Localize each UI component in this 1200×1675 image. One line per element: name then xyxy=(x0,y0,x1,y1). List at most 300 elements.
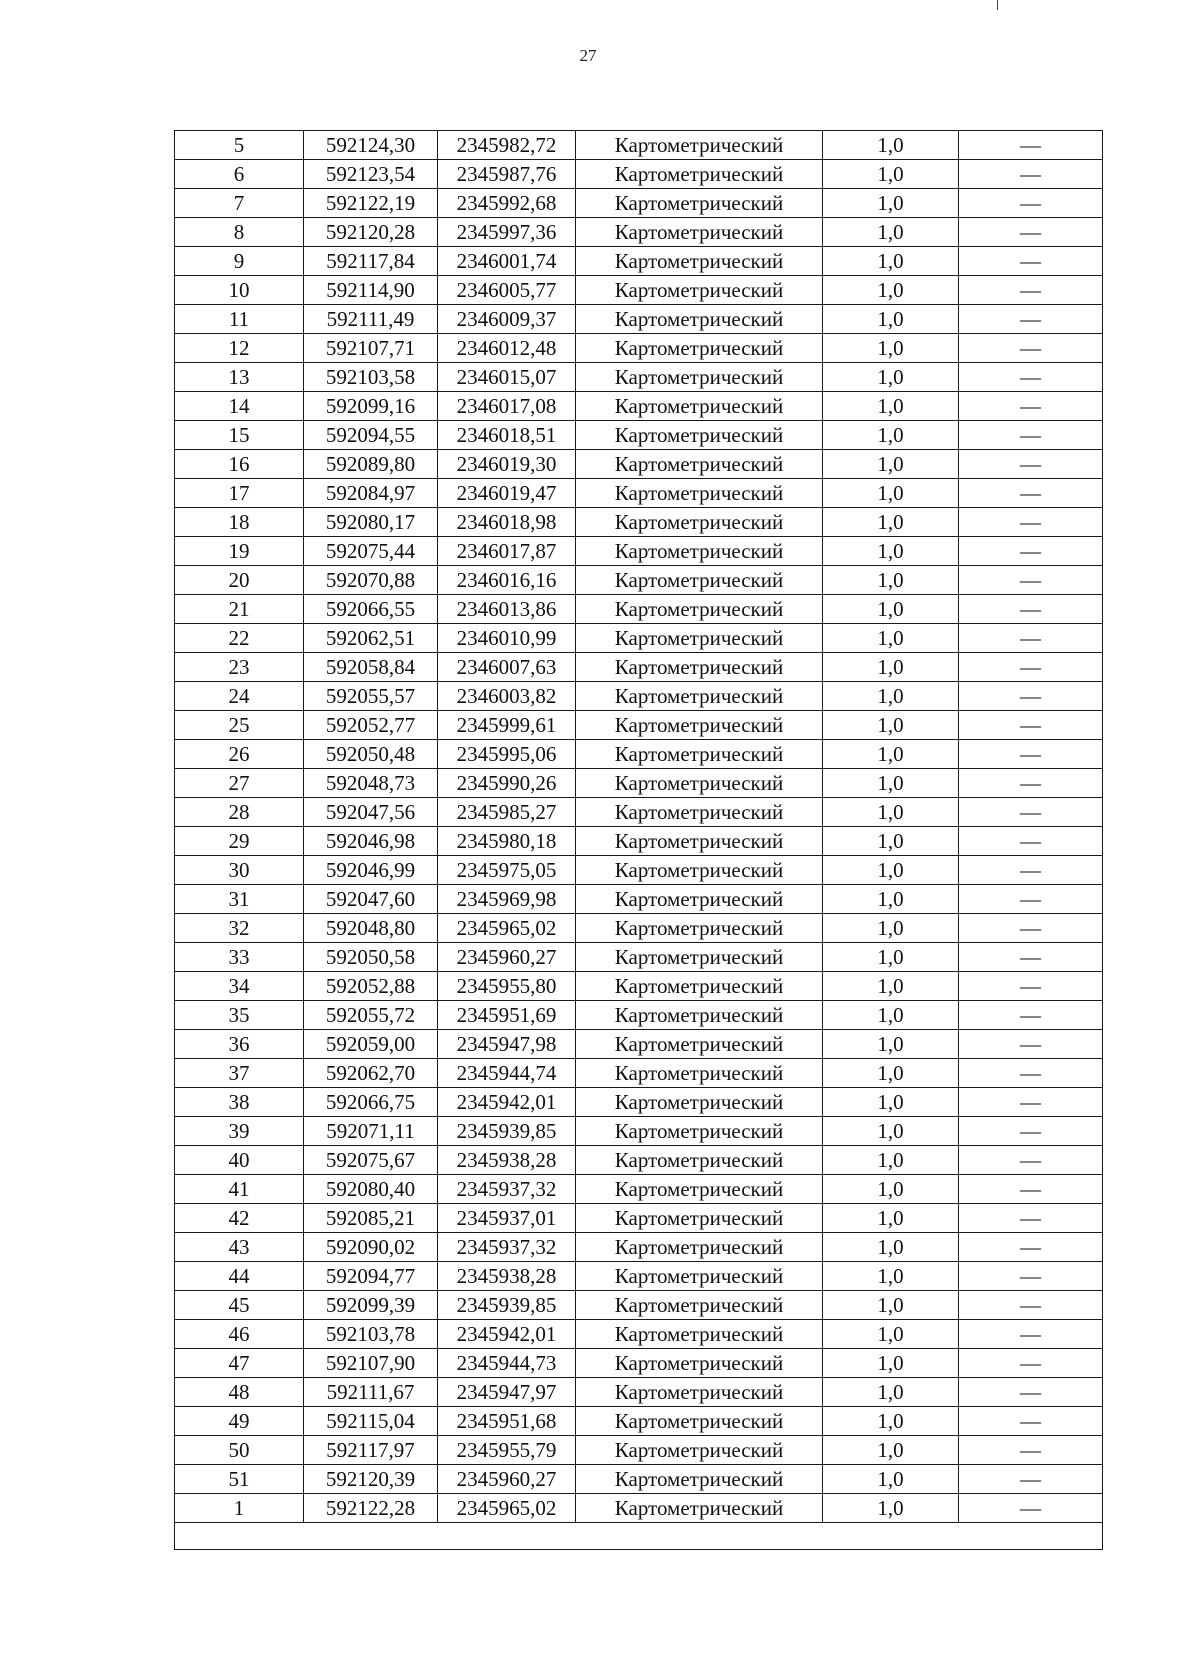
point-number-cell: 8 xyxy=(175,218,304,247)
description-cell: — xyxy=(959,972,1103,1001)
accuracy-cell: 1,0 xyxy=(823,624,959,653)
method-cell: Картометрический xyxy=(576,1262,823,1291)
x-coordinate-cell: 592120,39 xyxy=(304,1465,438,1494)
point-number-cell: 41 xyxy=(175,1175,304,1204)
x-coordinate-cell: 592055,72 xyxy=(304,1001,438,1030)
method-cell: Картометрический xyxy=(576,885,823,914)
point-number-cell: 32 xyxy=(175,914,304,943)
point-number-cell: 12 xyxy=(175,334,304,363)
accuracy-cell: 1,0 xyxy=(823,1233,959,1262)
method-cell: Картометрический xyxy=(576,218,823,247)
accuracy-cell: 1,0 xyxy=(823,1001,959,1030)
description-cell: — xyxy=(959,450,1103,479)
table-row xyxy=(175,624,1103,653)
method-cell: Картометрический xyxy=(576,508,823,537)
description-cell: — xyxy=(959,334,1103,363)
method-cell: Картометрический xyxy=(576,972,823,1001)
point-number-cell: 24 xyxy=(175,682,304,711)
point-number-cell: 1 xyxy=(175,1494,304,1523)
accuracy-cell: 1,0 xyxy=(823,305,959,334)
description-cell: — xyxy=(959,1233,1103,1262)
accuracy-cell: 1,0 xyxy=(823,160,959,189)
table-row xyxy=(175,1494,1103,1523)
point-number-cell: 25 xyxy=(175,711,304,740)
description-cell: — xyxy=(959,856,1103,885)
y-coordinate-cell: 2345985,27 xyxy=(438,798,576,827)
description-cell: — xyxy=(959,1349,1103,1378)
point-number-cell: 50 xyxy=(175,1436,304,1465)
x-coordinate-cell: 592094,77 xyxy=(304,1262,438,1291)
description-cell: — xyxy=(959,711,1103,740)
method-cell: Картометрический xyxy=(576,624,823,653)
x-coordinate-cell: 592052,77 xyxy=(304,711,438,740)
empty-cell xyxy=(175,1523,1103,1550)
y-coordinate-cell: 2346001,74 xyxy=(438,247,576,276)
table-row xyxy=(175,479,1103,508)
table-row xyxy=(175,1262,1103,1291)
method-cell: Картометрический xyxy=(576,769,823,798)
description-cell: — xyxy=(959,421,1103,450)
point-number-cell: 10 xyxy=(175,276,304,305)
table-row xyxy=(175,1175,1103,1204)
accuracy-cell: 1,0 xyxy=(823,450,959,479)
method-cell: Картометрический xyxy=(576,305,823,334)
accuracy-cell: 1,0 xyxy=(823,1088,959,1117)
point-number-cell: 47 xyxy=(175,1349,304,1378)
table-row xyxy=(175,1146,1103,1175)
description-cell: — xyxy=(959,1088,1103,1117)
point-number-cell: 15 xyxy=(175,421,304,450)
point-number-cell: 39 xyxy=(175,1117,304,1146)
y-coordinate-cell: 2345955,79 xyxy=(438,1436,576,1465)
x-coordinate-cell: 592117,84 xyxy=(304,247,438,276)
method-cell: Картометрический xyxy=(576,856,823,885)
table-row xyxy=(175,131,1103,160)
accuracy-cell: 1,0 xyxy=(823,653,959,682)
accuracy-cell: 1,0 xyxy=(823,508,959,537)
point-number-cell: 30 xyxy=(175,856,304,885)
x-coordinate-cell: 592124,30 xyxy=(304,131,438,160)
method-cell: Картометрический xyxy=(576,740,823,769)
accuracy-cell: 1,0 xyxy=(823,218,959,247)
accuracy-cell: 1,0 xyxy=(823,1059,959,1088)
x-coordinate-cell: 592052,88 xyxy=(304,972,438,1001)
accuracy-cell: 1,0 xyxy=(823,914,959,943)
point-number-cell: 9 xyxy=(175,247,304,276)
table-row xyxy=(175,1088,1103,1117)
method-cell: Картометрический xyxy=(576,479,823,508)
y-coordinate-cell: 2345987,76 xyxy=(438,160,576,189)
accuracy-cell: 1,0 xyxy=(823,740,959,769)
point-number-cell: 5 xyxy=(175,131,304,160)
y-coordinate-cell: 2345955,80 xyxy=(438,972,576,1001)
table-row xyxy=(175,276,1103,305)
point-number-cell: 27 xyxy=(175,769,304,798)
point-number-cell: 17 xyxy=(175,479,304,508)
method-cell: Картометрический xyxy=(576,798,823,827)
method-cell: Картометрический xyxy=(576,1378,823,1407)
accuracy-cell: 1,0 xyxy=(823,566,959,595)
scan-mark xyxy=(997,0,998,10)
table-row xyxy=(175,160,1103,189)
description-cell: — xyxy=(959,1494,1103,1523)
x-coordinate-cell: 592122,28 xyxy=(304,1494,438,1523)
accuracy-cell: 1,0 xyxy=(823,682,959,711)
y-coordinate-cell: 2346018,51 xyxy=(438,421,576,450)
y-coordinate-cell: 2345939,85 xyxy=(438,1117,576,1146)
table-row xyxy=(175,508,1103,537)
x-coordinate-cell: 592085,21 xyxy=(304,1204,438,1233)
point-number-cell: 18 xyxy=(175,508,304,537)
accuracy-cell: 1,0 xyxy=(823,334,959,363)
y-coordinate-cell: 2345939,85 xyxy=(438,1291,576,1320)
accuracy-cell: 1,0 xyxy=(823,276,959,305)
method-cell: Картометрический xyxy=(576,595,823,624)
description-cell: — xyxy=(959,885,1103,914)
table-row xyxy=(175,450,1103,479)
x-coordinate-cell: 592062,51 xyxy=(304,624,438,653)
point-number-cell: 23 xyxy=(175,653,304,682)
x-coordinate-cell: 592059,00 xyxy=(304,1030,438,1059)
page-number: 27 xyxy=(579,46,597,65)
x-coordinate-cell: 592107,71 xyxy=(304,334,438,363)
x-coordinate-cell: 592075,67 xyxy=(304,1146,438,1175)
accuracy-cell: 1,0 xyxy=(823,1320,959,1349)
method-cell: Картометрический xyxy=(576,421,823,450)
description-cell: — xyxy=(959,247,1103,276)
y-coordinate-cell: 2346009,37 xyxy=(438,305,576,334)
method-cell: Картометрический xyxy=(576,276,823,305)
y-coordinate-cell: 2345942,01 xyxy=(438,1088,576,1117)
description-cell: — xyxy=(959,1059,1103,1088)
table-empty-row xyxy=(175,1523,1103,1550)
method-cell: Картометрический xyxy=(576,1407,823,1436)
description-cell: — xyxy=(959,1001,1103,1030)
x-coordinate-cell: 592099,39 xyxy=(304,1291,438,1320)
description-cell: — xyxy=(959,1378,1103,1407)
table-row xyxy=(175,740,1103,769)
table-row xyxy=(175,1320,1103,1349)
method-cell: Картометрический xyxy=(576,537,823,566)
y-coordinate-cell: 2345944,73 xyxy=(438,1349,576,1378)
y-coordinate-cell: 2346018,98 xyxy=(438,508,576,537)
table-row xyxy=(175,334,1103,363)
x-coordinate-cell: 592120,28 xyxy=(304,218,438,247)
method-cell: Картометрический xyxy=(576,1088,823,1117)
x-coordinate-cell: 592066,55 xyxy=(304,595,438,624)
accuracy-cell: 1,0 xyxy=(823,392,959,421)
table-row xyxy=(175,653,1103,682)
x-coordinate-cell: 592107,90 xyxy=(304,1349,438,1378)
y-coordinate-cell: 2346003,82 xyxy=(438,682,576,711)
method-cell: Картометрический xyxy=(576,1233,823,1262)
point-number-cell: 14 xyxy=(175,392,304,421)
x-coordinate-cell: 592094,55 xyxy=(304,421,438,450)
y-coordinate-cell: 2345938,28 xyxy=(438,1146,576,1175)
coordinates-table xyxy=(174,130,1103,1550)
description-cell: — xyxy=(959,566,1103,595)
accuracy-cell: 1,0 xyxy=(823,1117,959,1146)
x-coordinate-cell: 592047,56 xyxy=(304,798,438,827)
table-row xyxy=(175,363,1103,392)
point-number-cell: 36 xyxy=(175,1030,304,1059)
y-coordinate-cell: 2345960,27 xyxy=(438,943,576,972)
x-coordinate-cell: 592090,02 xyxy=(304,1233,438,1262)
y-coordinate-cell: 2346007,63 xyxy=(438,653,576,682)
y-coordinate-cell: 2345999,61 xyxy=(438,711,576,740)
point-number-cell: 44 xyxy=(175,1262,304,1291)
x-coordinate-cell: 592084,97 xyxy=(304,479,438,508)
accuracy-cell: 1,0 xyxy=(823,798,959,827)
y-coordinate-cell: 2345937,01 xyxy=(438,1204,576,1233)
point-number-cell: 28 xyxy=(175,798,304,827)
y-coordinate-cell: 2346017,87 xyxy=(438,537,576,566)
y-coordinate-cell: 2345937,32 xyxy=(438,1175,576,1204)
table-row xyxy=(175,885,1103,914)
description-cell: — xyxy=(959,943,1103,972)
point-number-cell: 7 xyxy=(175,189,304,218)
y-coordinate-cell: 2345944,74 xyxy=(438,1059,576,1088)
description-cell: — xyxy=(959,653,1103,682)
description-cell: — xyxy=(959,595,1103,624)
point-number-cell: 40 xyxy=(175,1146,304,1175)
x-coordinate-cell: 592114,90 xyxy=(304,276,438,305)
point-number-cell: 51 xyxy=(175,1465,304,1494)
point-number-cell: 19 xyxy=(175,537,304,566)
table-row xyxy=(175,566,1103,595)
x-coordinate-cell: 592103,58 xyxy=(304,363,438,392)
accuracy-cell: 1,0 xyxy=(823,769,959,798)
accuracy-cell: 1,0 xyxy=(823,1465,959,1494)
method-cell: Картометрический xyxy=(576,1146,823,1175)
point-number-cell: 42 xyxy=(175,1204,304,1233)
table-row xyxy=(175,421,1103,450)
table-row xyxy=(175,769,1103,798)
y-coordinate-cell: 2345982,72 xyxy=(438,131,576,160)
description-cell: — xyxy=(959,1117,1103,1146)
accuracy-cell: 1,0 xyxy=(823,1204,959,1233)
method-cell: Картометрический xyxy=(576,914,823,943)
point-number-cell: 49 xyxy=(175,1407,304,1436)
description-cell: — xyxy=(959,1030,1103,1059)
x-coordinate-cell: 592048,73 xyxy=(304,769,438,798)
description-cell: — xyxy=(959,624,1103,653)
x-coordinate-cell: 592062,70 xyxy=(304,1059,438,1088)
y-coordinate-cell: 2345965,02 xyxy=(438,1494,576,1523)
method-cell: Картометрический xyxy=(576,334,823,363)
x-coordinate-cell: 592075,44 xyxy=(304,537,438,566)
table-row xyxy=(175,1291,1103,1320)
table-row xyxy=(175,1059,1103,1088)
method-cell: Картометрический xyxy=(576,1001,823,1030)
method-cell: Картометрический xyxy=(576,827,823,856)
method-cell: Картометрический xyxy=(576,1291,823,1320)
y-coordinate-cell: 2345951,69 xyxy=(438,1001,576,1030)
description-cell: — xyxy=(959,914,1103,943)
accuracy-cell: 1,0 xyxy=(823,421,959,450)
x-coordinate-cell: 592070,88 xyxy=(304,566,438,595)
description-cell: — xyxy=(959,1204,1103,1233)
y-coordinate-cell: 2345960,27 xyxy=(438,1465,576,1494)
x-coordinate-cell: 592048,80 xyxy=(304,914,438,943)
point-number-cell: 13 xyxy=(175,363,304,392)
point-number-cell: 26 xyxy=(175,740,304,769)
x-coordinate-cell: 592122,19 xyxy=(304,189,438,218)
accuracy-cell: 1,0 xyxy=(823,363,959,392)
accuracy-cell: 1,0 xyxy=(823,247,959,276)
x-coordinate-cell: 592080,17 xyxy=(304,508,438,537)
table-row xyxy=(175,943,1103,972)
x-coordinate-cell: 592099,16 xyxy=(304,392,438,421)
table-row xyxy=(175,1204,1103,1233)
point-number-cell: 21 xyxy=(175,595,304,624)
y-coordinate-cell: 2346016,16 xyxy=(438,566,576,595)
method-cell: Картометрический xyxy=(576,450,823,479)
y-coordinate-cell: 2346013,86 xyxy=(438,595,576,624)
table-row xyxy=(175,595,1103,624)
table-row xyxy=(175,827,1103,856)
description-cell: — xyxy=(959,1146,1103,1175)
description-cell: — xyxy=(959,682,1103,711)
method-cell: Картометрический xyxy=(576,160,823,189)
accuracy-cell: 1,0 xyxy=(823,1262,959,1291)
x-coordinate-cell: 592050,58 xyxy=(304,943,438,972)
y-coordinate-cell: 2346005,77 xyxy=(438,276,576,305)
accuracy-cell: 1,0 xyxy=(823,537,959,566)
description-cell: — xyxy=(959,1262,1103,1291)
point-number-cell: 29 xyxy=(175,827,304,856)
description-cell: — xyxy=(959,1291,1103,1320)
accuracy-cell: 1,0 xyxy=(823,479,959,508)
y-coordinate-cell: 2346019,47 xyxy=(438,479,576,508)
accuracy-cell: 1,0 xyxy=(823,943,959,972)
x-coordinate-cell: 592046,98 xyxy=(304,827,438,856)
x-coordinate-cell: 592071,11 xyxy=(304,1117,438,1146)
accuracy-cell: 1,0 xyxy=(823,1436,959,1465)
point-number-cell: 48 xyxy=(175,1378,304,1407)
y-coordinate-cell: 2346010,99 xyxy=(438,624,576,653)
table-row xyxy=(175,711,1103,740)
table-row xyxy=(175,1378,1103,1407)
y-coordinate-cell: 2345951,68 xyxy=(438,1407,576,1436)
table-row xyxy=(175,1001,1103,1030)
point-number-cell: 6 xyxy=(175,160,304,189)
method-cell: Картометрический xyxy=(576,1059,823,1088)
description-cell: — xyxy=(959,218,1103,247)
x-coordinate-cell: 592046,99 xyxy=(304,856,438,885)
y-coordinate-cell: 2346017,08 xyxy=(438,392,576,421)
y-coordinate-cell: 2345997,36 xyxy=(438,218,576,247)
table-row xyxy=(175,856,1103,885)
y-coordinate-cell: 2345995,06 xyxy=(438,740,576,769)
accuracy-cell: 1,0 xyxy=(823,711,959,740)
description-cell: — xyxy=(959,305,1103,334)
method-cell: Картометрический xyxy=(576,1117,823,1146)
accuracy-cell: 1,0 xyxy=(823,856,959,885)
table-row xyxy=(175,1030,1103,1059)
point-number-cell: 38 xyxy=(175,1088,304,1117)
accuracy-cell: 1,0 xyxy=(823,1146,959,1175)
method-cell: Картометрический xyxy=(576,566,823,595)
description-cell: — xyxy=(959,160,1103,189)
accuracy-cell: 1,0 xyxy=(823,595,959,624)
table-row xyxy=(175,537,1103,566)
method-cell: Картометрический xyxy=(576,392,823,421)
method-cell: Картометрический xyxy=(576,1436,823,1465)
y-coordinate-cell: 2345990,26 xyxy=(438,769,576,798)
y-coordinate-cell: 2345937,32 xyxy=(438,1233,576,1262)
description-cell: — xyxy=(959,769,1103,798)
y-coordinate-cell: 2345992,68 xyxy=(438,189,576,218)
description-cell: — xyxy=(959,131,1103,160)
accuracy-cell: 1,0 xyxy=(823,189,959,218)
method-cell: Картометрический xyxy=(576,189,823,218)
table-row xyxy=(175,682,1103,711)
point-number-cell: 35 xyxy=(175,1001,304,1030)
y-coordinate-cell: 2345938,28 xyxy=(438,1262,576,1291)
table-row xyxy=(175,1465,1103,1494)
accuracy-cell: 1,0 xyxy=(823,1291,959,1320)
y-coordinate-cell: 2345947,97 xyxy=(438,1378,576,1407)
table-row xyxy=(175,305,1103,334)
table-row xyxy=(175,914,1103,943)
method-cell: Картометрический xyxy=(576,1349,823,1378)
y-coordinate-cell: 2345980,18 xyxy=(438,827,576,856)
table-row xyxy=(175,798,1103,827)
method-cell: Картометрический xyxy=(576,943,823,972)
accuracy-cell: 1,0 xyxy=(823,1494,959,1523)
x-coordinate-cell: 592089,80 xyxy=(304,450,438,479)
description-cell: — xyxy=(959,392,1103,421)
method-cell: Картометрический xyxy=(576,363,823,392)
accuracy-cell: 1,0 xyxy=(823,1175,959,1204)
y-coordinate-cell: 2345942,01 xyxy=(438,1320,576,1349)
description-cell: — xyxy=(959,276,1103,305)
description-cell: — xyxy=(959,189,1103,218)
method-cell: Картометрический xyxy=(576,1465,823,1494)
table-row xyxy=(175,1407,1103,1436)
y-coordinate-cell: 2345947,98 xyxy=(438,1030,576,1059)
description-cell: — xyxy=(959,537,1103,566)
x-coordinate-cell: 592115,04 xyxy=(304,1407,438,1436)
method-cell: Картометрический xyxy=(576,1320,823,1349)
description-cell: — xyxy=(959,1320,1103,1349)
description-cell: — xyxy=(959,479,1103,508)
x-coordinate-cell: 592050,48 xyxy=(304,740,438,769)
method-cell: Картометрический xyxy=(576,1030,823,1059)
description-cell: — xyxy=(959,740,1103,769)
x-coordinate-cell: 592047,60 xyxy=(304,885,438,914)
description-cell: — xyxy=(959,1407,1103,1436)
method-cell: Картометрический xyxy=(576,653,823,682)
y-coordinate-cell: 2345969,98 xyxy=(438,885,576,914)
coordinates-table-body xyxy=(175,131,1103,1550)
table-row xyxy=(175,392,1103,421)
description-cell: — xyxy=(959,827,1103,856)
description-cell: — xyxy=(959,1436,1103,1465)
method-cell: Картометрический xyxy=(576,131,823,160)
point-number-cell: 37 xyxy=(175,1059,304,1088)
accuracy-cell: 1,0 xyxy=(823,827,959,856)
x-coordinate-cell: 592111,49 xyxy=(304,305,438,334)
x-coordinate-cell: 592055,57 xyxy=(304,682,438,711)
table-row xyxy=(175,1233,1103,1262)
y-coordinate-cell: 2346019,30 xyxy=(438,450,576,479)
method-cell: Картометрический xyxy=(576,247,823,276)
x-coordinate-cell: 592103,78 xyxy=(304,1320,438,1349)
accuracy-cell: 1,0 xyxy=(823,1349,959,1378)
method-cell: Картометрический xyxy=(576,1204,823,1233)
